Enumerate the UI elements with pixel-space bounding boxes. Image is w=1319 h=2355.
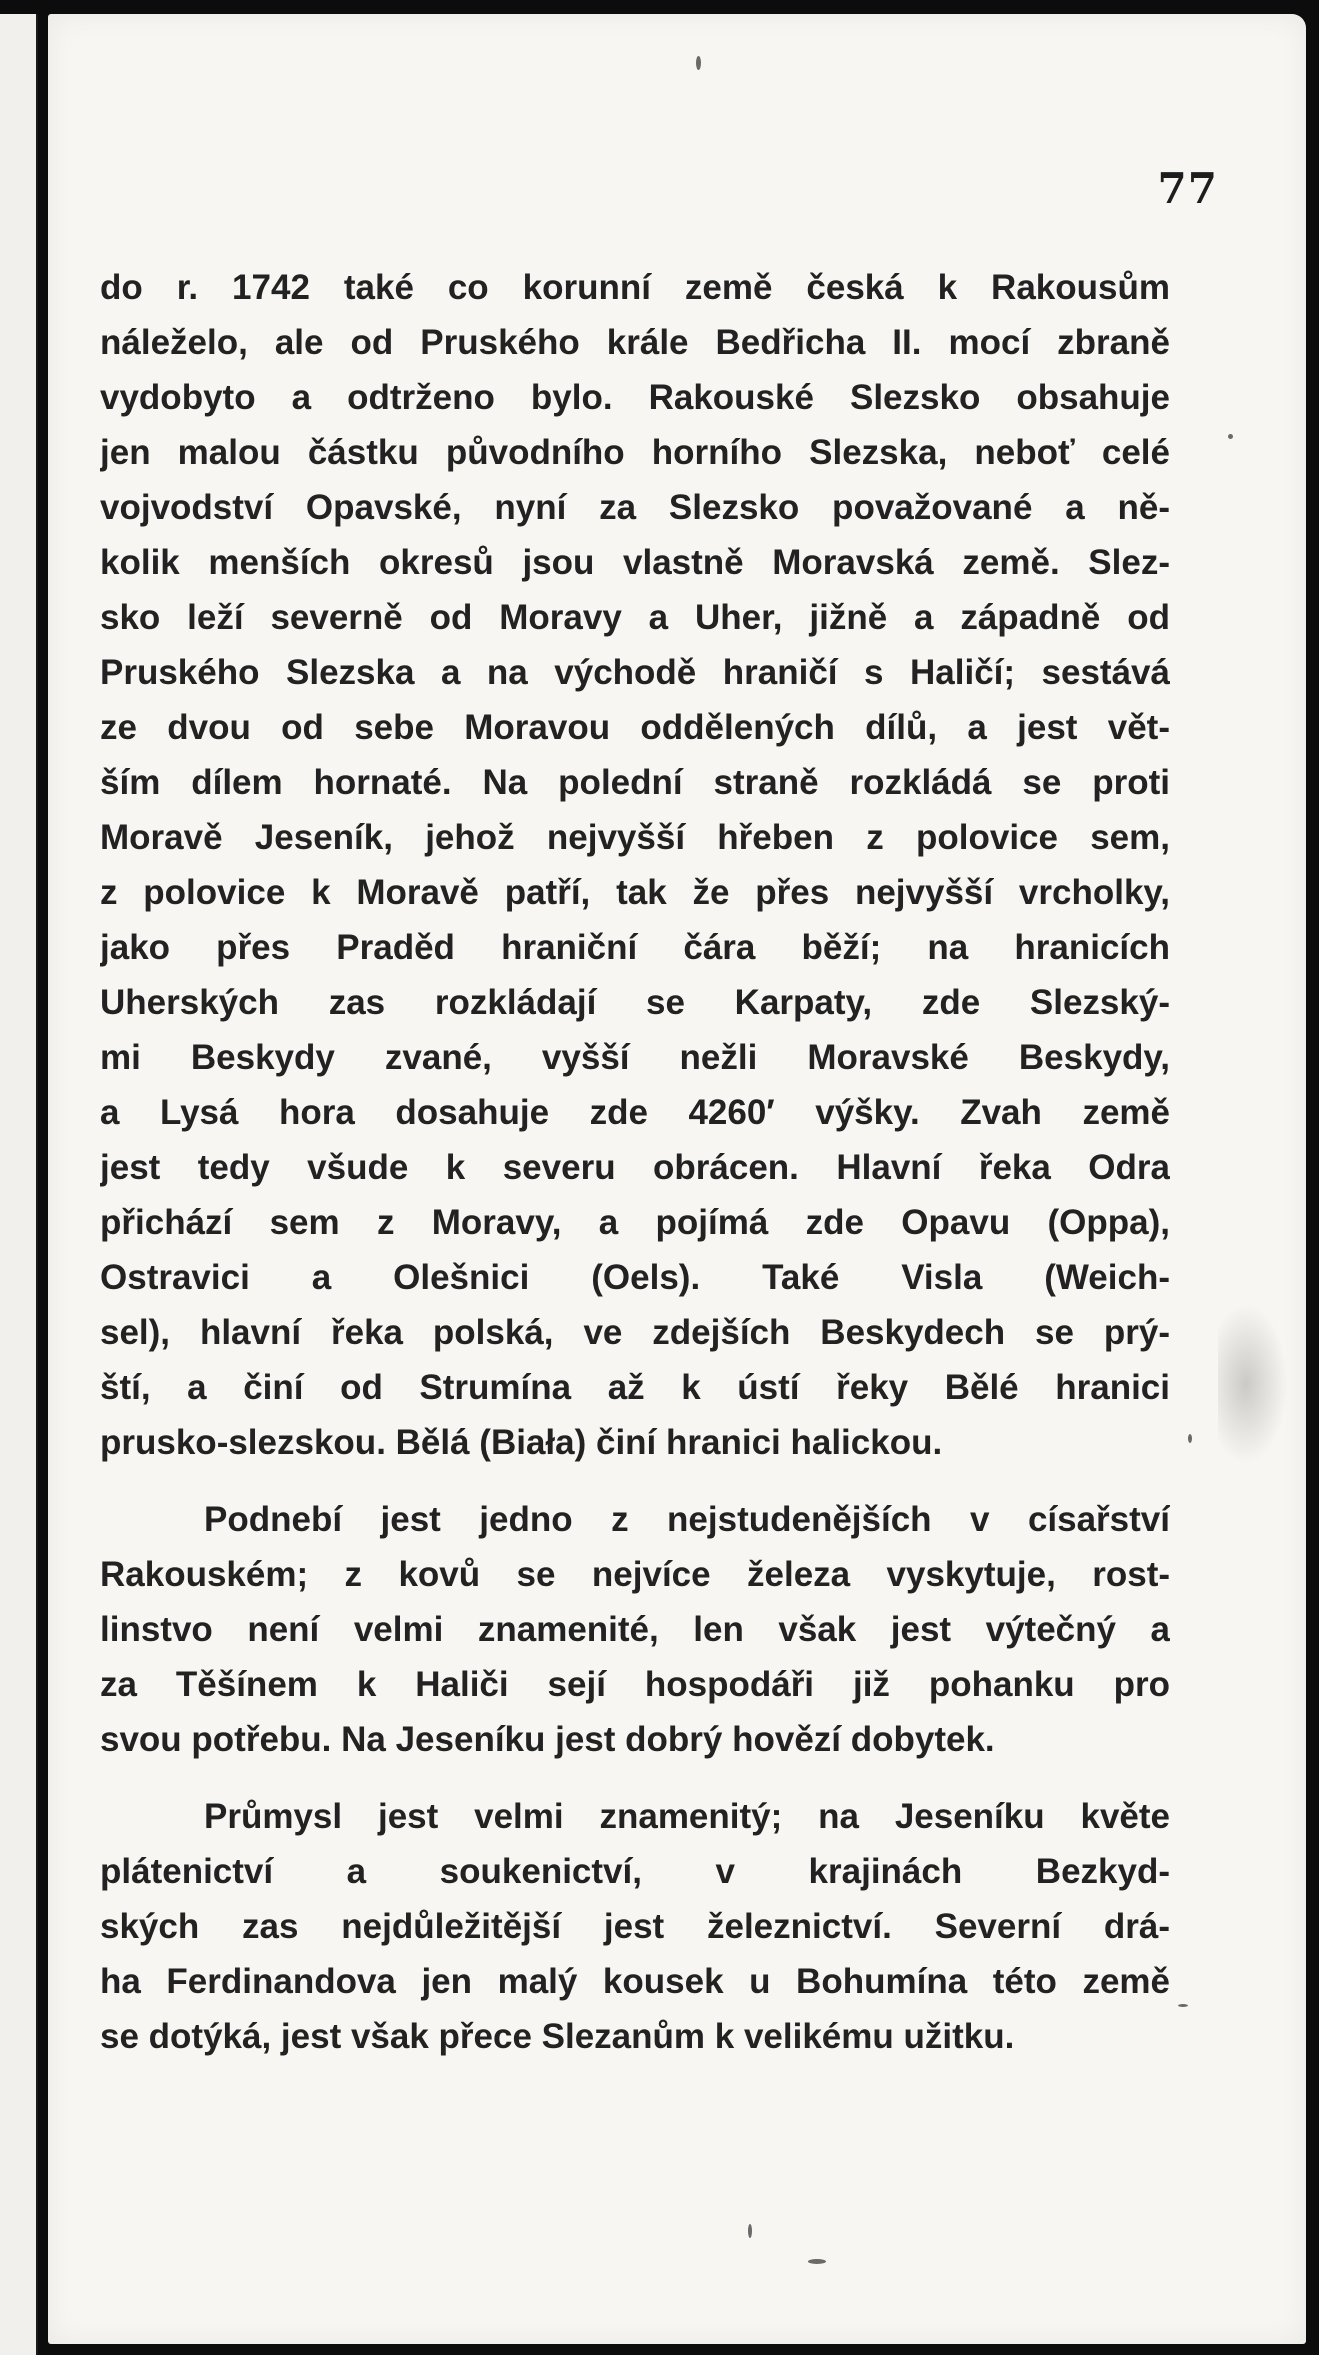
paragraph-1: [100, 260, 1170, 1470]
text-line: Uherských zas rozkládají se Karpaty, zde Slezský-: [100, 983, 1170, 1022]
body-text: [100, 260, 1170, 2064]
text-line: do r. 1742 také co korunní země česká k Rakousům: [100, 268, 1170, 307]
text-line: ští, a činí od Strumína až k ústí řeky Bělé hranici: [100, 1368, 1170, 1407]
text-line: Rakouském; z kovů se nejvíce železa vyskytuje, rost-: [100, 1555, 1170, 1594]
dust-speck: [1228, 434, 1233, 439]
text-line: Podnebí jest jedno z nejstudenějších v císařství: [204, 1500, 1170, 1539]
text-line: ha Ferdinandova jen malý kousek u Bohumína této země: [100, 1962, 1170, 2001]
dust-speck: [696, 56, 701, 70]
text-line: Ostravici a Olešnici (Oels). Také Visla (Weich-: [100, 1258, 1170, 1297]
dust-speck: [748, 2224, 752, 2238]
text-line: sko leží severně od Moravy a Uher, jižně a západně od: [100, 598, 1170, 637]
dust-speck: [1188, 1434, 1192, 1443]
text-line: Pruského Slezska a na východě hraničí s Haličí; sestává: [100, 653, 1170, 692]
book-page: [48, 14, 1306, 2344]
page-number: 77: [1157, 164, 1218, 213]
text-line: ských zas nejdůležitější jest železnictví. Severní drá-: [100, 1907, 1170, 1946]
dust-speck: [1178, 2004, 1188, 2007]
text-line: svou potřebu. Na Jeseníku jest dobrý hovězí dobytek.: [100, 1720, 995, 1759]
previous-page-edge: [0, 14, 38, 2355]
paragraph-3: [100, 1789, 1170, 2064]
text-line: plátenictví a soukenictví, v krajinách Bezkyd-: [100, 1852, 1170, 1891]
text-line: mi Beskydy zvané, vyšší nežli Moravské Beskydy,: [100, 1038, 1170, 1077]
text-line: z polovice k Moravě patří, tak že přes nejvyšší vrcholky,: [100, 873, 1170, 912]
text-line: se dotýká, jest však přece Slezanům k velikému užitku.: [100, 2017, 1015, 2056]
text-line: jest tedy všude k severu obrácen. Hlavní řeka Odra: [100, 1148, 1170, 1187]
text-line: ším dílem hornaté. Na polední straně rozkládá se proti: [100, 763, 1170, 802]
text-line: ze dvou od sebe Moravou oddělených dílů, a jest vět-: [100, 708, 1170, 747]
text-line: vydobyto a odtrženo bylo. Rakouské Slezsko obsahuje: [100, 378, 1170, 417]
text-line: vojvodství Opavské, nyní za Slezsko považované a ně-: [100, 488, 1170, 527]
scan-noise: [1218, 1304, 1288, 1464]
text-line: jako přes Praděd hraniční čára běží; na hranicích: [100, 928, 1170, 967]
text-line: kolik menších okresů jsou vlastně Moravská země. Slez-: [100, 543, 1170, 582]
text-line: a Lysá hora dosahuje zde 4260′ výšky. Zvah země: [100, 1093, 1170, 1132]
dust-speck: [808, 2259, 826, 2264]
text-line: sel), hlavní řeka polská, ve zdejších Beskydech se prý-: [100, 1313, 1170, 1352]
paragraph-2: [100, 1492, 1170, 1767]
text-line: náleželo, ale od Pruského krále Bedřicha II. mocí zbraně: [100, 323, 1170, 362]
text-line: přichází sem z Moravy, a pojímá zde Opavu (Oppa),: [100, 1203, 1170, 1242]
text-line: linstvo není velmi znamenité, len však jest výtečný a: [100, 1610, 1170, 1649]
text-line: prusko-slezskou. Bělá (Biała) činí hranici halickou.: [100, 1423, 943, 1462]
text-line: za Těšínem k Haliči sejí hospodáři již pohanku pro: [100, 1665, 1170, 1704]
text-line: Moravě Jeseník, jehož nejvyšší hřeben z polovice sem,: [100, 818, 1170, 857]
text-line: Průmysl jest velmi znamenitý; na Jeseníku květe: [204, 1797, 1170, 1836]
text-line: jen malou částku původního horního Slezska, neboť celé: [100, 433, 1170, 472]
